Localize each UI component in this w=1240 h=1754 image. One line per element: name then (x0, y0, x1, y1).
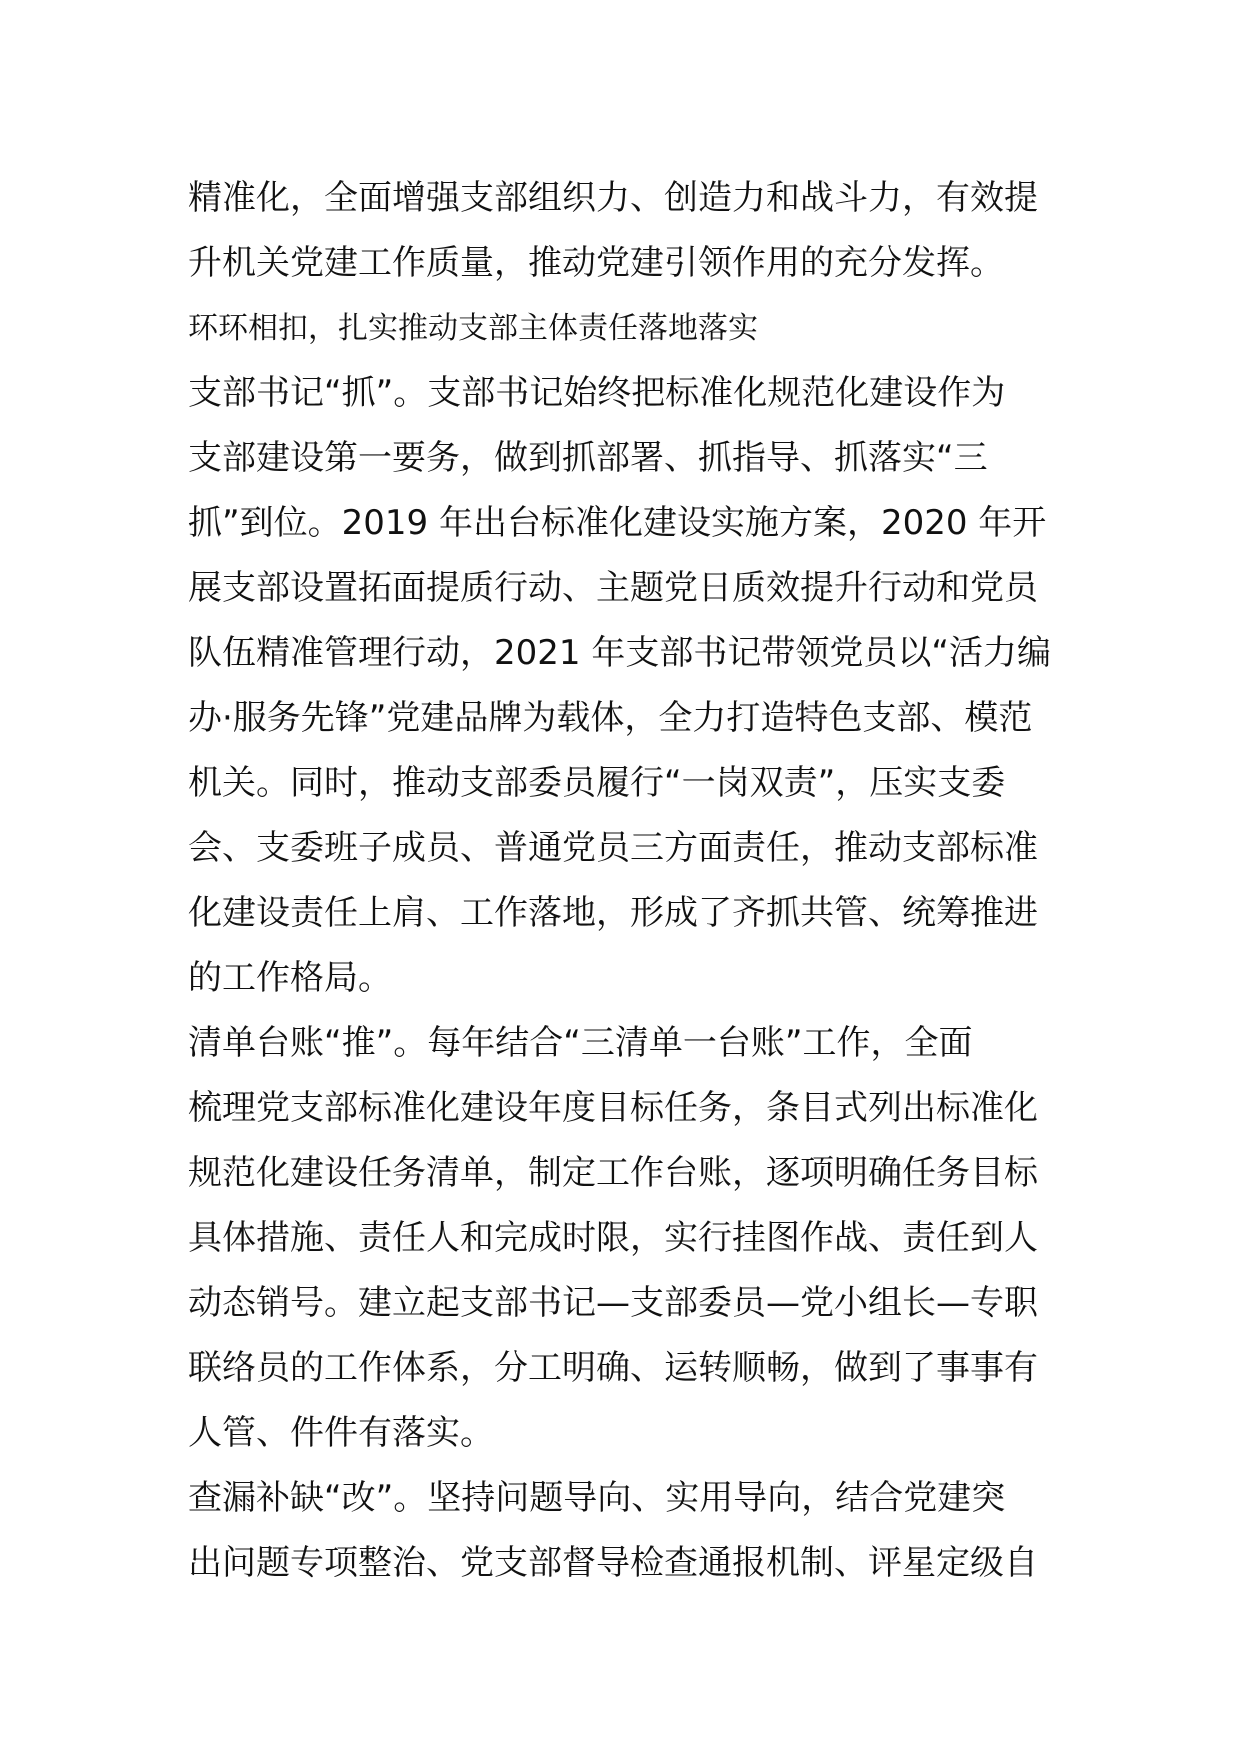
text-line: 支部建设第一要务，做到抓部署、抓指导、抓落实“三 (188, 438, 988, 478)
text-line: 查漏补缺“改”。坚持问题导向、实用导向，结合党建突 (188, 1478, 1006, 1518)
text-line: 抓”到位。2019 年出台标准化建设实施方案，2020 年开 (188, 503, 1047, 543)
text-line: 支部书记“抓”。支部书记始终把标准化规范化建设作为 (188, 373, 1006, 413)
text-line: 队伍精准管理行动，2021 年支部书记带领党员以“活力编 (188, 633, 1051, 673)
section-heading: 环环相扣，扎实推动支部主体责任落地落实 (188, 311, 758, 346)
text-line: 具体措施、责任人和完成时限，实行挂图作战、责任到人 (188, 1218, 1038, 1258)
text-line: 动态销号。建立起支部书记—支部委员—党小组长—专职 (188, 1283, 1038, 1323)
text-line: 精准化，全面增强支部组织力、创造力和战斗力，有效提 (188, 178, 1038, 218)
text-line: 清单台账“推”。每年结合“三清单一台账”工作，全面 (188, 1023, 973, 1063)
text-line: 联络员的工作体系，分工明确、运转顺畅，做到了事事有 (188, 1348, 1038, 1388)
text-line: 的工作格局。 (188, 958, 392, 998)
text-line: 出问题专项整治、党支部督导检查通报机制、评星定级自 (188, 1543, 1038, 1583)
text-line: 会、支委班子成员、普通党员三方面责任，推动支部标准 (188, 828, 1038, 868)
text-line: 梳理党支部标准化建设年度目标任务，条目式列出标准化 (188, 1088, 1038, 1128)
text-line: 人管、件件有落实。 (188, 1413, 494, 1453)
text-line: 办·服务先锋”党建品牌为载体，全力打造特色支部、模范 (188, 698, 1033, 738)
text-line: 规范化建设任务清单，制定工作台账，逐项明确任务目标 (188, 1153, 1038, 1193)
document-body (188, 166, 1058, 1596)
text-line: 展支部设置拓面提质行动、主题党日质效提升行动和党员 (188, 568, 1038, 608)
text-line: 升机关党建工作质量，推动党建引领作用的充分发挥。 (188, 243, 1004, 283)
text-line: 化建设责任上肩、工作落地，形成了齐抓共管、统筹推进 (188, 893, 1038, 933)
text-line: 机关。同时，推动支部委员履行“一岗双责”，压实支委 (188, 763, 1006, 803)
